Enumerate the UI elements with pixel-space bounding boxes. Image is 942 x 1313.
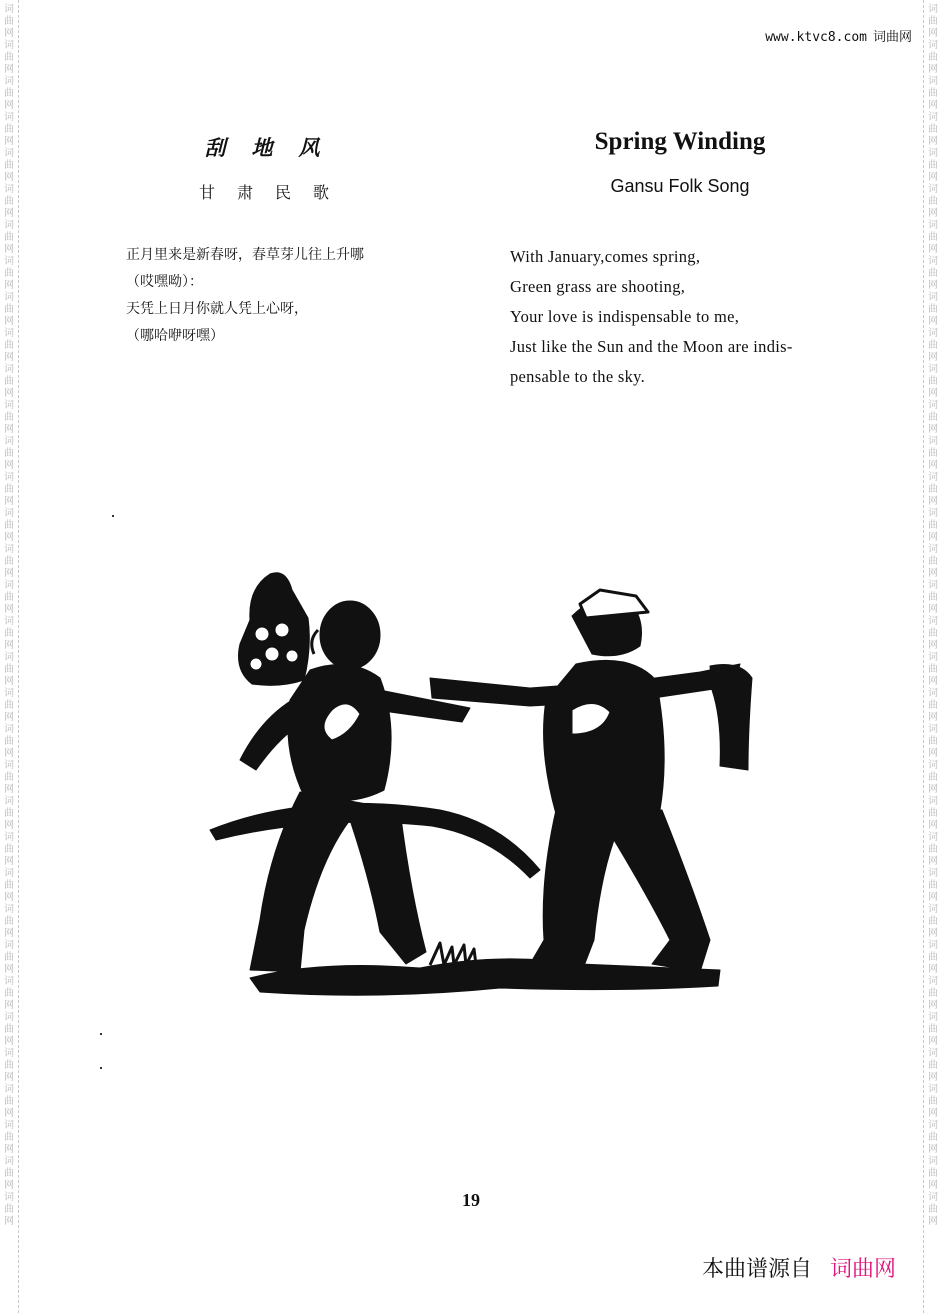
lyric-line-cn: 正月里来是新春呀，春草芽儿往上升哪: [126, 247, 364, 263]
right-dancer-torso: [544, 660, 665, 820]
lyrics-english: [510, 242, 870, 392]
source-url[interactable]: www.ktvc8.com: [765, 30, 867, 45]
page-number: 19: [462, 1190, 480, 1210]
basket-shape: [239, 573, 310, 686]
lyric-line-en: Green grass are shooting,: [510, 277, 686, 296]
lyric-line-en: Just like the Sun and the Moon are indis-: [510, 337, 793, 356]
song-subtitle-chinese: 甘肃民歌: [198, 183, 351, 202]
print-speck: [100, 1067, 102, 1069]
lyric-line-cn: （哪哈咿呀嘿）: [126, 328, 224, 344]
lyric-line-cn: （哎嘿呦）：: [126, 274, 203, 290]
paper-cut-dancers-illustration: [200, 560, 760, 1020]
left-dancer-head: [320, 601, 380, 669]
right-dancer-legs: [530, 810, 710, 972]
grass-shape: [430, 943, 476, 965]
paper-cut-dancers-svg: [200, 560, 760, 1020]
print-speck: [100, 1033, 102, 1035]
header-source: [765, 26, 912, 45]
source-site-name: 词曲网: [872, 30, 912, 45]
ground-shape: [250, 959, 720, 995]
song-title-chinese: 刮地风: [204, 135, 346, 160]
lyric-line-en: Your love is indispensable to me,: [510, 307, 740, 326]
lyric-line-en: With January,comes spring,: [510, 247, 701, 266]
print-speck: [112, 515, 114, 517]
lyric-line-cn: 天凭上日月你就人凭上心呀，: [126, 301, 308, 317]
footer-brand-link[interactable]: 词曲网: [829, 1257, 896, 1282]
song-subtitle-english: Gansu Folk Song: [610, 176, 750, 196]
left-watermark-strip: [0, 0, 19, 1313]
lyric-line-en: pensable to the sky.: [510, 367, 646, 386]
lyrics-chinese: [126, 242, 446, 350]
right-watermark-strip: [923, 0, 942, 1313]
scarf-shape: [710, 665, 752, 771]
right-watermark-text: 词曲网词曲网词曲网词曲网词曲网词曲网词曲网词曲网词曲网词曲网词曲网词曲网词曲网词曲网词曲网词曲网词曲网词曲网词曲网词曲网词曲网词曲网词曲网词曲网词曲网词曲网词曲网词曲网词曲网词曲网词曲网词曲网词曲网词曲网: [928, 4, 938, 1227]
footer-credit-prefix: 本曲谱源自: [701, 1257, 812, 1282]
left-watermark-text: 词曲网词曲网词曲网词曲网词曲网词曲网词曲网词曲网词曲网词曲网词曲网词曲网词曲网词曲网词曲网词曲网词曲网词曲网词曲网词曲网词曲网词曲网词曲网词曲网词曲网词曲网词曲网词曲网词曲网词曲网词曲网词曲网词曲网词曲网: [4, 4, 14, 1227]
footer-credit: [702, 1252, 896, 1283]
song-title-english: Spring Winding: [594, 128, 766, 155]
